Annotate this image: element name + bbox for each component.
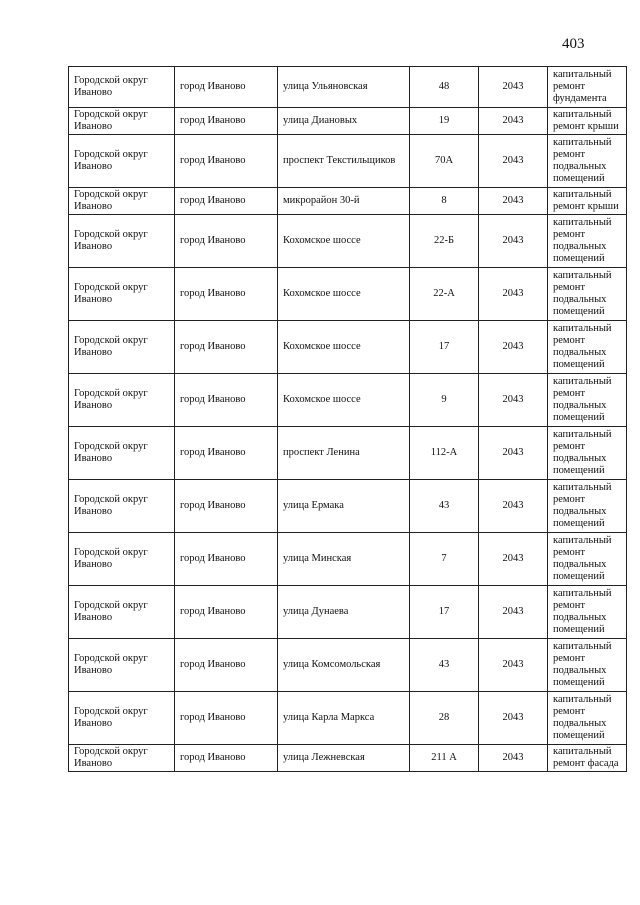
street-cell: улица Карла Маркса <box>278 692 410 745</box>
works-cell: капитальный ремонт подвальных помещений <box>548 639 627 692</box>
table-row <box>69 108 627 135</box>
year-cell: 2043 <box>479 321 548 374</box>
district-cell: Городской округ Иваново <box>69 108 175 135</box>
year-cell: 2043 <box>479 188 548 215</box>
works-cell: капитальный ремонт крыши <box>548 188 627 215</box>
house-cell: 17 <box>410 321 479 374</box>
works-cell: капитальный ремонт подвальных помещений <box>548 374 627 427</box>
city-cell: город Иваново <box>175 692 278 745</box>
city-cell: город Иваново <box>175 480 278 533</box>
works-cell: капитальный ремонт крыши <box>548 108 627 135</box>
table-row <box>69 67 627 108</box>
works-cell: капитальный ремонт подвальных помещений <box>548 215 627 268</box>
year-cell: 2043 <box>479 268 548 321</box>
city-cell: город Иваново <box>175 639 278 692</box>
works-cell: капитальный ремонт подвальных помещений <box>548 533 627 586</box>
year-cell: 2043 <box>479 480 548 533</box>
house-cell: 9 <box>410 374 479 427</box>
city-cell: город Иваново <box>175 268 278 321</box>
house-cell: 112-А <box>410 427 479 480</box>
page-number: 403 <box>562 36 585 52</box>
street-cell: улица Диановых <box>278 108 410 135</box>
works-cell: капитальный ремонт подвальных помещений <box>548 692 627 745</box>
works-cell: капитальный ремонт подвальных помещений <box>548 135 627 188</box>
table-row <box>69 533 627 586</box>
year-cell: 2043 <box>479 745 548 772</box>
house-cell: 7 <box>410 533 479 586</box>
district-cell: Городской округ Иваново <box>69 215 175 268</box>
district-cell: Городской округ Иваново <box>69 268 175 321</box>
city-cell: город Иваново <box>175 67 278 108</box>
street-cell: проспект Ленина <box>278 427 410 480</box>
city-cell: город Иваново <box>175 374 278 427</box>
table-row <box>69 427 627 480</box>
street-cell: Кохомское шоссе <box>278 321 410 374</box>
table-row <box>69 639 627 692</box>
district-cell: Городской округ Иваново <box>69 745 175 772</box>
district-cell: Городской округ Иваново <box>69 188 175 215</box>
city-cell: город Иваново <box>175 586 278 639</box>
street-cell: улица Ермака <box>278 480 410 533</box>
year-cell: 2043 <box>479 374 548 427</box>
house-cell: 70А <box>410 135 479 188</box>
year-cell: 2043 <box>479 639 548 692</box>
table-row <box>69 215 627 268</box>
year-cell: 2043 <box>479 108 548 135</box>
street-cell: улица Минская <box>278 533 410 586</box>
city-cell: город Иваново <box>175 427 278 480</box>
district-cell: Городской округ Иваново <box>69 586 175 639</box>
house-cell: 22-Б <box>410 215 479 268</box>
district-cell: Городской округ Иваново <box>69 639 175 692</box>
city-cell: город Иваново <box>175 321 278 374</box>
table-row <box>69 135 627 188</box>
house-cell: 17 <box>410 586 479 639</box>
works-cell: капитальный ремонт подвальных помещений <box>548 480 627 533</box>
table-row <box>69 745 627 772</box>
works-cell: капитальный ремонт подвальных помещений <box>548 586 627 639</box>
street-cell: Кохомское шоссе <box>278 268 410 321</box>
table-row <box>69 586 627 639</box>
year-cell: 2043 <box>479 67 548 108</box>
district-cell: Городской округ Иваново <box>69 67 175 108</box>
house-cell: 43 <box>410 639 479 692</box>
district-cell: Городской округ Иваново <box>69 374 175 427</box>
district-cell: Городской округ Иваново <box>69 321 175 374</box>
city-cell: город Иваново <box>175 215 278 268</box>
works-cell: капитальный ремонт фасада <box>548 745 627 772</box>
district-cell: Городской округ Иваново <box>69 427 175 480</box>
district-cell: Городской округ Иваново <box>69 135 175 188</box>
city-cell: город Иваново <box>175 135 278 188</box>
year-cell: 2043 <box>479 533 548 586</box>
table-row <box>69 374 627 427</box>
district-cell: Городской округ Иваново <box>69 533 175 586</box>
street-cell: улица Дунаева <box>278 586 410 639</box>
city-cell: город Иваново <box>175 533 278 586</box>
table-row <box>69 321 627 374</box>
district-cell: Городской округ Иваново <box>69 480 175 533</box>
works-cell: капитальный ремонт подвальных помещений <box>548 321 627 374</box>
table-row <box>69 480 627 533</box>
city-cell: город Иваново <box>175 108 278 135</box>
year-cell: 2043 <box>479 215 548 268</box>
district-cell: Городской округ Иваново <box>69 692 175 745</box>
city-cell: город Иваново <box>175 188 278 215</box>
house-cell: 43 <box>410 480 479 533</box>
street-cell: улица Ульяновская <box>278 67 410 108</box>
street-cell: микрорайон 30-й <box>278 188 410 215</box>
year-cell: 2043 <box>479 427 548 480</box>
city-cell: город Иваново <box>175 745 278 772</box>
house-cell: 22-А <box>410 268 479 321</box>
house-cell: 48 <box>410 67 479 108</box>
table-row <box>69 268 627 321</box>
street-cell: улица Комсомольская <box>278 639 410 692</box>
house-cell: 19 <box>410 108 479 135</box>
house-cell: 28 <box>410 692 479 745</box>
year-cell: 2043 <box>479 692 548 745</box>
works-cell: капитальный ремонт подвальных помещений <box>548 427 627 480</box>
year-cell: 2043 <box>479 586 548 639</box>
works-cell: капитальный ремонт фундамента <box>548 67 627 108</box>
table-row <box>69 692 627 745</box>
year-cell: 2043 <box>479 135 548 188</box>
table-row <box>69 188 627 215</box>
house-cell: 211 А <box>410 745 479 772</box>
street-cell: улица Лежневская <box>278 745 410 772</box>
registry-table <box>68 66 627 772</box>
street-cell: проспект Текстильщиков <box>278 135 410 188</box>
street-cell: Кохомское шоссе <box>278 215 410 268</box>
street-cell: Кохомское шоссе <box>278 374 410 427</box>
house-cell: 8 <box>410 188 479 215</box>
works-cell: капитальный ремонт подвальных помещений <box>548 268 627 321</box>
